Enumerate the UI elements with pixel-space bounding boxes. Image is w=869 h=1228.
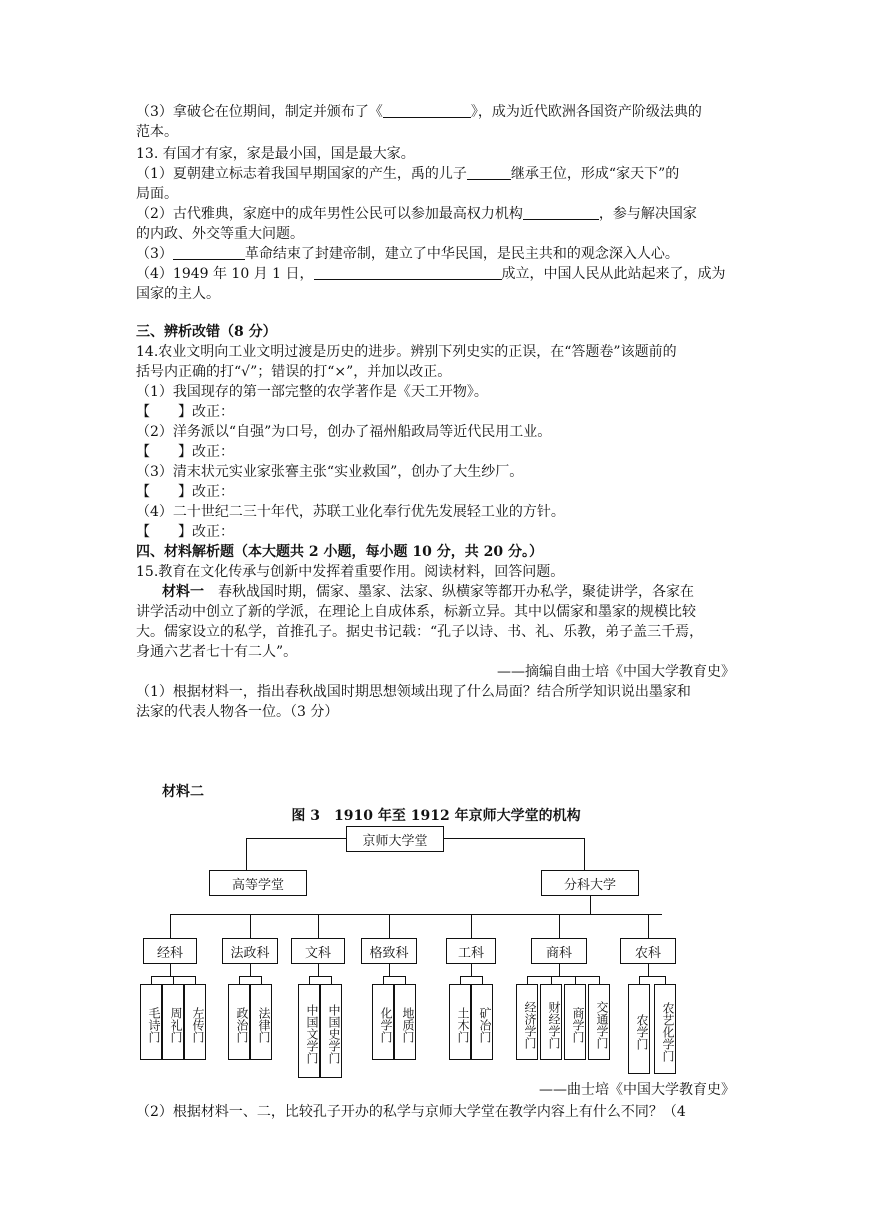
text: 春秋战国时期，儒家、墨家、法家、纵横家等都开办私学，聚徒讲学，各家在 xyxy=(204,584,694,600)
q15-stem: 15.教育在文化传承与创新中发挥着重要作用。阅读材料，回答问题。 xyxy=(136,564,565,580)
connector-line xyxy=(527,976,528,984)
college-box: 格致科 xyxy=(361,938,417,964)
department-box: 地质门 xyxy=(394,984,416,1060)
text: 革命结束了封建帝制，建立了中华民国，是民主共和的观念深入人心。 xyxy=(244,246,679,262)
answer-blank[interactable] xyxy=(314,265,502,280)
department-box: 经济学门 xyxy=(516,984,538,1060)
org-root-box: 京师大学堂 xyxy=(346,826,444,852)
q14-1-fix[interactable]: 【 】改正： xyxy=(136,404,234,420)
connector-line xyxy=(639,976,640,984)
college-box: 工科 xyxy=(446,938,496,964)
q14-3: （3）清末状元实业家张謇主张“实业救国”，创办了大生纱厂。 xyxy=(136,464,524,480)
q15-2: （2）根据材料一、二，比较孔子开办的私学与京师大学堂在教学内容上有什么不同？（4 xyxy=(136,1104,686,1120)
connector-line xyxy=(460,976,483,977)
connector-line xyxy=(471,964,472,976)
department-box: 商学门 xyxy=(564,984,586,1060)
department-box: 化学门 xyxy=(372,984,394,1060)
connector-line xyxy=(309,976,332,977)
text: 成立，中国人民从此站起来了，成为 xyxy=(501,266,726,282)
q12-3-line xyxy=(136,102,702,122)
connector-line xyxy=(246,838,346,839)
q13-stem: 13. 有国才有家，家是最小国，国是最大家。 xyxy=(136,146,415,162)
q13-1-cont: 局面。 xyxy=(136,186,178,202)
answer-blank[interactable] xyxy=(383,103,471,118)
connector-line xyxy=(383,976,406,977)
department-box: 土木门 xyxy=(449,984,471,1060)
connector-line xyxy=(584,838,585,870)
college-box: 农科 xyxy=(620,938,676,964)
source-2: ——曲士培《中国大学教育史》 xyxy=(539,1082,735,1098)
section-3-heading: 三、辨析改错（8 分） xyxy=(136,324,277,340)
connector-line xyxy=(250,914,251,938)
q13-4-cont: 国家的主人。 xyxy=(136,286,220,302)
department-box: 法律门 xyxy=(250,984,272,1060)
source-1: ——摘编自曲士培《中国大学教育史》 xyxy=(497,664,735,680)
text: ，参与解决国家 xyxy=(598,206,697,222)
department-box: 毛诗门 xyxy=(140,984,162,1060)
q13-2-line xyxy=(136,204,697,224)
department-box: 农学门 xyxy=(628,984,650,1074)
q14-stem: 14.农业文明向工业文明过渡是历史的进步。辨别下列史实的正误，在“答题卷”该题前的 xyxy=(136,344,677,360)
q14-2: （2）洋务派以“自强”为口号，创办了福州船政局等近代民用工业。 xyxy=(136,424,552,440)
connector-line xyxy=(527,976,600,977)
department-box: 中国文学门 xyxy=(298,984,320,1078)
college-box: 经科 xyxy=(143,938,197,964)
connector-line xyxy=(170,964,171,976)
material-1-line-2: 讲学活动中创立了新的学派，在理论上自成体系，标新立异。其中以儒家和墨家的规模比较 xyxy=(136,604,696,620)
connector-line xyxy=(599,976,600,984)
connector-line xyxy=(648,914,649,938)
connector-line xyxy=(389,914,390,938)
connector-line xyxy=(389,964,390,976)
q13-3-line xyxy=(136,244,679,264)
q13-2-cont: 的内政、外交等重大问题。 xyxy=(136,226,304,242)
college-box: 商科 xyxy=(531,938,587,964)
org-level1-box: 分科大学 xyxy=(541,870,639,896)
connector-line xyxy=(444,838,584,839)
connector-line xyxy=(173,976,174,984)
text: （3）拿破仑在位期间，制定并颁布了《 xyxy=(136,104,383,120)
connector-line xyxy=(250,964,251,976)
connector-line xyxy=(246,838,247,870)
material-1-line-4: 身通六艺者七十有二人”。 xyxy=(136,644,298,660)
answer-blank[interactable] xyxy=(173,245,245,260)
connector-line xyxy=(239,976,240,984)
text: 继承王位，形成“家天下”的 xyxy=(510,166,680,182)
department-box: 周礼门 xyxy=(162,984,184,1060)
connector-line xyxy=(471,914,472,938)
connector-line xyxy=(318,964,319,976)
q14-4: （4）二十世纪二三十年代，苏联工业化奉行优先发展轻工业的方针。 xyxy=(136,504,565,520)
q13-4-line xyxy=(136,264,726,284)
connector-line xyxy=(559,914,560,938)
connector-line xyxy=(575,976,576,984)
text: （2）古代雅典，家庭中的成年男性公民可以参加最高权力机构 xyxy=(136,206,523,222)
college-box: 法政科 xyxy=(222,938,278,964)
material-1-label: 材料一 xyxy=(162,584,204,600)
department-box: 左传门 xyxy=(184,984,206,1060)
q14-3-fix[interactable]: 【 】改正： xyxy=(136,484,234,500)
q15-1-cont: 法家的代表人物各一位。（3 分） xyxy=(136,704,339,720)
connector-line xyxy=(331,976,332,984)
department-box: 矿冶门 xyxy=(471,984,493,1060)
connector-line xyxy=(648,964,649,976)
text: （1）夏朝建立标志着我国早期国家的产生，禹的儿子 xyxy=(136,166,467,182)
connector-line xyxy=(170,914,662,915)
connector-line xyxy=(559,964,560,976)
connector-line xyxy=(170,914,171,938)
department-box: 财经学门 xyxy=(540,984,562,1060)
connector-line xyxy=(405,976,406,984)
connector-line xyxy=(261,976,262,984)
connector-line xyxy=(665,976,666,984)
department-box: 农艺化学门 xyxy=(654,984,676,1074)
connector-line xyxy=(239,976,262,977)
text: 》，成为近代欧洲各国资产阶级法典的 xyxy=(470,104,702,120)
org-level1-box: 高等学堂 xyxy=(209,870,307,896)
department-box: 中国史学门 xyxy=(320,984,342,1078)
text: （3） xyxy=(136,246,173,262)
answer-blank[interactable] xyxy=(523,205,599,220)
connector-line xyxy=(639,976,666,977)
q14-2-fix[interactable]: 【 】改正： xyxy=(136,444,234,460)
connector-line xyxy=(460,976,461,984)
connector-line xyxy=(151,976,152,984)
answer-blank[interactable] xyxy=(467,165,511,180)
q14-1: （1）我国现存的第一部完整的农学著作是《天工开物》。 xyxy=(136,384,488,400)
connector-line xyxy=(383,976,384,984)
figure-title: 图 3 1910 年至 1912 年京师大学堂的机构 xyxy=(291,808,581,824)
connector-line xyxy=(318,914,319,938)
q15-1: （1）根据材料一，指出春秋战国时期思想领域出现了什么局面？结合所学知识说出墨家和 xyxy=(136,684,691,700)
material-2-label: 材料二 xyxy=(162,784,204,800)
section-4-heading: 四、材料解析题（本大题共 2 小题，每小题 10 分，共 20 分。） xyxy=(136,544,543,560)
material-1-line-1 xyxy=(162,582,694,602)
department-box: 交通学门 xyxy=(588,984,610,1060)
q12-3-cont: 范本。 xyxy=(136,124,178,140)
material-1-line-3: 大。儒家设立的私学，首推孔子。据史书记载：“孔子以诗、书、礼、乐教，弟子盖三千焉， xyxy=(136,624,704,640)
q14-stem-cont: 括号内正确的打“√”；错误的打“×”，并加以改正。 xyxy=(136,364,452,380)
connector-line xyxy=(551,976,552,984)
connector-line xyxy=(309,976,310,984)
q13-1-line xyxy=(136,164,679,184)
connector-line xyxy=(590,896,591,914)
college-box: 文科 xyxy=(291,938,345,964)
text: （4）1949 年 10 月 1 日， xyxy=(136,266,314,282)
connector-line xyxy=(482,976,483,984)
q14-4-fix[interactable]: 【 】改正： xyxy=(136,524,234,540)
connector-line xyxy=(195,976,196,984)
department-box: 政治门 xyxy=(228,984,250,1060)
